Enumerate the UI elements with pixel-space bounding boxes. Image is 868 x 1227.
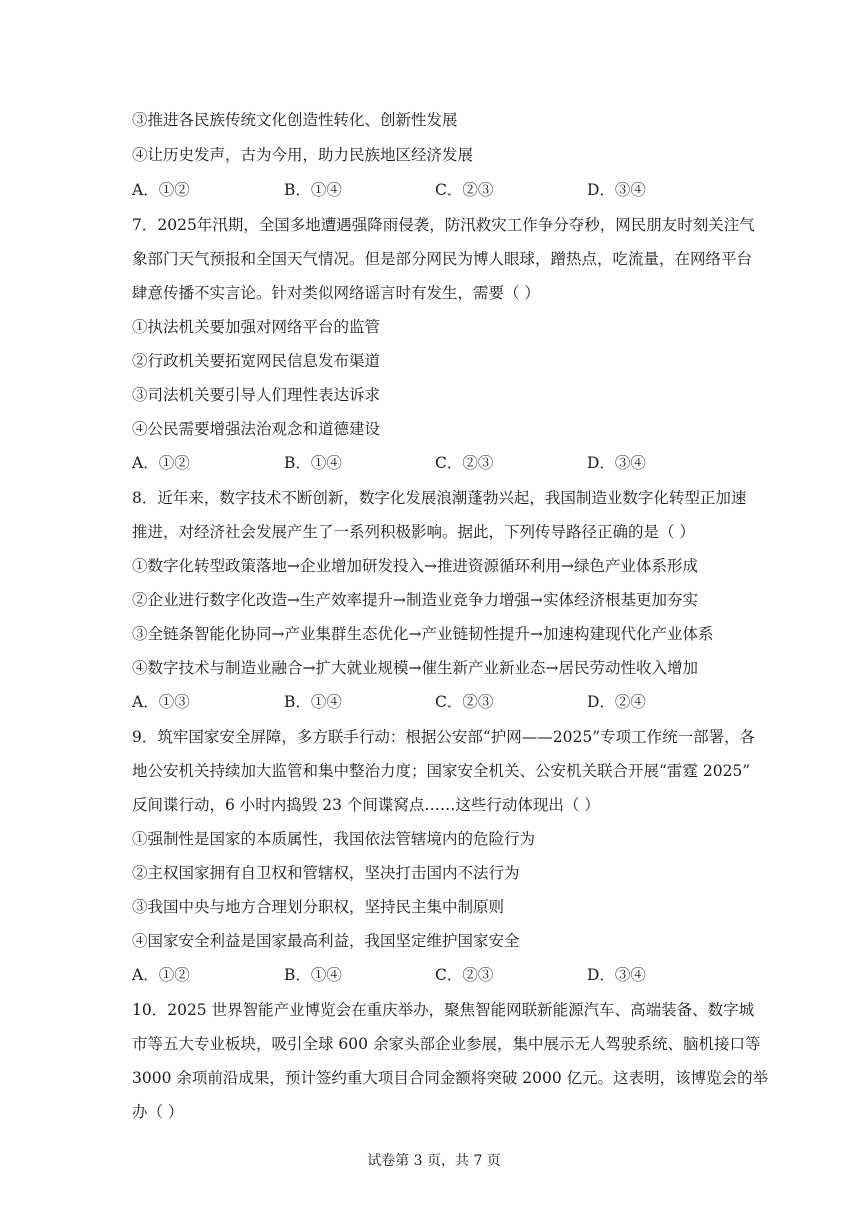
q10-stem-line-3: 3000 余项前沿成果，预计签约重大项目合同金额将突破 2000 亿元。这表明，该博览会的举 xyxy=(132,1069,769,1087)
q10-stem-line-1: 10．2025 世界智能产业博览会在重庆举办，聚焦智能网联新能源汽车、高端装备、数字城 xyxy=(132,1001,755,1019)
q7-stem-line-3: 肆意传播不实言论。针对类似网络谣言时有发生，需要（ ） xyxy=(132,284,540,302)
q7-item-2: ②行政机关要拓宽网民信息发布渠道 xyxy=(132,352,381,370)
q9-option-c: C．②③ xyxy=(435,966,494,984)
q8-stem-line-2: 推进，对经济社会发展产生了一系列积极影响。据此，下列传导路径正确的是（ ） xyxy=(132,523,695,541)
q9-option-b: B．①④ xyxy=(284,966,342,984)
q6-option-a: A．①② xyxy=(132,181,190,199)
q7-item-3: ③司法机关要引导人们理性表达诉求 xyxy=(132,386,381,404)
q8-option-c: C．②③ xyxy=(435,693,494,711)
q7-item-4: ④公民需要增强法治观念和道德建设 xyxy=(132,420,381,438)
q9-stem-line-3: 反间谍行动，6 小时内捣毁 23 个间谍窝点……这些行动体现出（ ） xyxy=(132,796,600,814)
q6-item-3: ③推进各民族传统文化创造性转化、创新性发展 xyxy=(132,111,458,129)
q9-item-2: ②主权国家拥有自卫权和管辖权，坚决打击国内不法行为 xyxy=(132,864,520,882)
q7-option-b: B．①④ xyxy=(284,454,342,472)
q9-option-d: D．③④ xyxy=(587,966,646,984)
q10-stem-line-2: 市等五大专业板块，吸引全球 600 余家头部企业参展，集中展示无人驾驶系统、脑机接口等 xyxy=(132,1035,761,1053)
q8-options xyxy=(132,691,732,713)
q6-item-4: ④让历史发声，古为今用，助力民族地区经济发展 xyxy=(132,146,474,164)
q9-item-4: ④国家安全利益是国家最高利益，我国坚定维护国家安全 xyxy=(132,932,520,950)
q9-item-3: ③我国中央与地方合理划分职权，坚持民主集中制原则 xyxy=(132,898,505,916)
q8-option-a: A．①③ xyxy=(132,693,190,711)
q6-options xyxy=(132,179,732,201)
q9-stem-line-2: 地公安机关持续加大监管和集中整治力度；国家安全机关、公安机关联合开展“雷霆 2025” xyxy=(132,762,751,780)
q6-option-b: B．①④ xyxy=(284,181,342,199)
q8-stem-line-1: 8．近年来，数字技术不断创新，数字化发展浪潮蓬勃兴起，我国制造业数字化转型正加速 xyxy=(132,489,747,507)
q8-item-3: ③全链条智能化协同→产业集群生态优化→产业链韧性提升→加速构建现代化产业体系 xyxy=(132,625,714,643)
q8-option-b: B．①④ xyxy=(284,693,342,711)
q7-option-c: C．②③ xyxy=(435,454,494,472)
q7-option-a: A．①② xyxy=(132,454,190,472)
q6-option-c: C．②③ xyxy=(435,181,494,199)
q8-item-4: ④数字技术与制造业融合→扩大就业规模→催生新产业新业态→居民劳动性收入增加 xyxy=(132,659,698,677)
q10-stem-line-4: 办（ ） xyxy=(132,1103,184,1121)
q9-options xyxy=(132,964,732,986)
q8-option-d: D．②④ xyxy=(587,693,646,711)
q8-item-2: ②企业进行数字化改造→生产效率提升→制造业竞争力增强→实体经济根基更加夯实 xyxy=(132,591,698,609)
q7-stem-line-2: 象部门天气预报和全国天气情况。但是部分网民为博人眼球，蹭热点，吃流量，在网络平台 xyxy=(132,250,753,268)
q9-item-1: ①强制性是国家的本质属性，我国依法管辖境内的危险行为 xyxy=(132,830,536,848)
q9-option-a: A．①② xyxy=(132,966,190,984)
q7-option-d: D．③④ xyxy=(587,454,646,472)
page-footer: 试卷第 3 页，共 7 页 xyxy=(367,1153,501,1169)
q6-option-d: D．③④ xyxy=(587,181,646,199)
q7-options xyxy=(132,452,732,474)
q7-item-1: ①执法机关要加强对网络平台的监管 xyxy=(132,318,381,336)
q7-stem-line-1: 7．2025年汛期，全国多地遭遇强降雨侵袭，防汛救灾工作争分夺秒，网民朋友时刻关注气 xyxy=(132,216,755,234)
q9-stem-line-1: 9．筑牢国家安全屏障，多方联手行动：根据公安部“护网——2025”专项工作统一部署，各 xyxy=(132,728,756,746)
q8-item-1: ①数字化转型政策落地→企业增加研发投入→推进资源循环利用→绿色产业体系形成 xyxy=(132,557,698,575)
